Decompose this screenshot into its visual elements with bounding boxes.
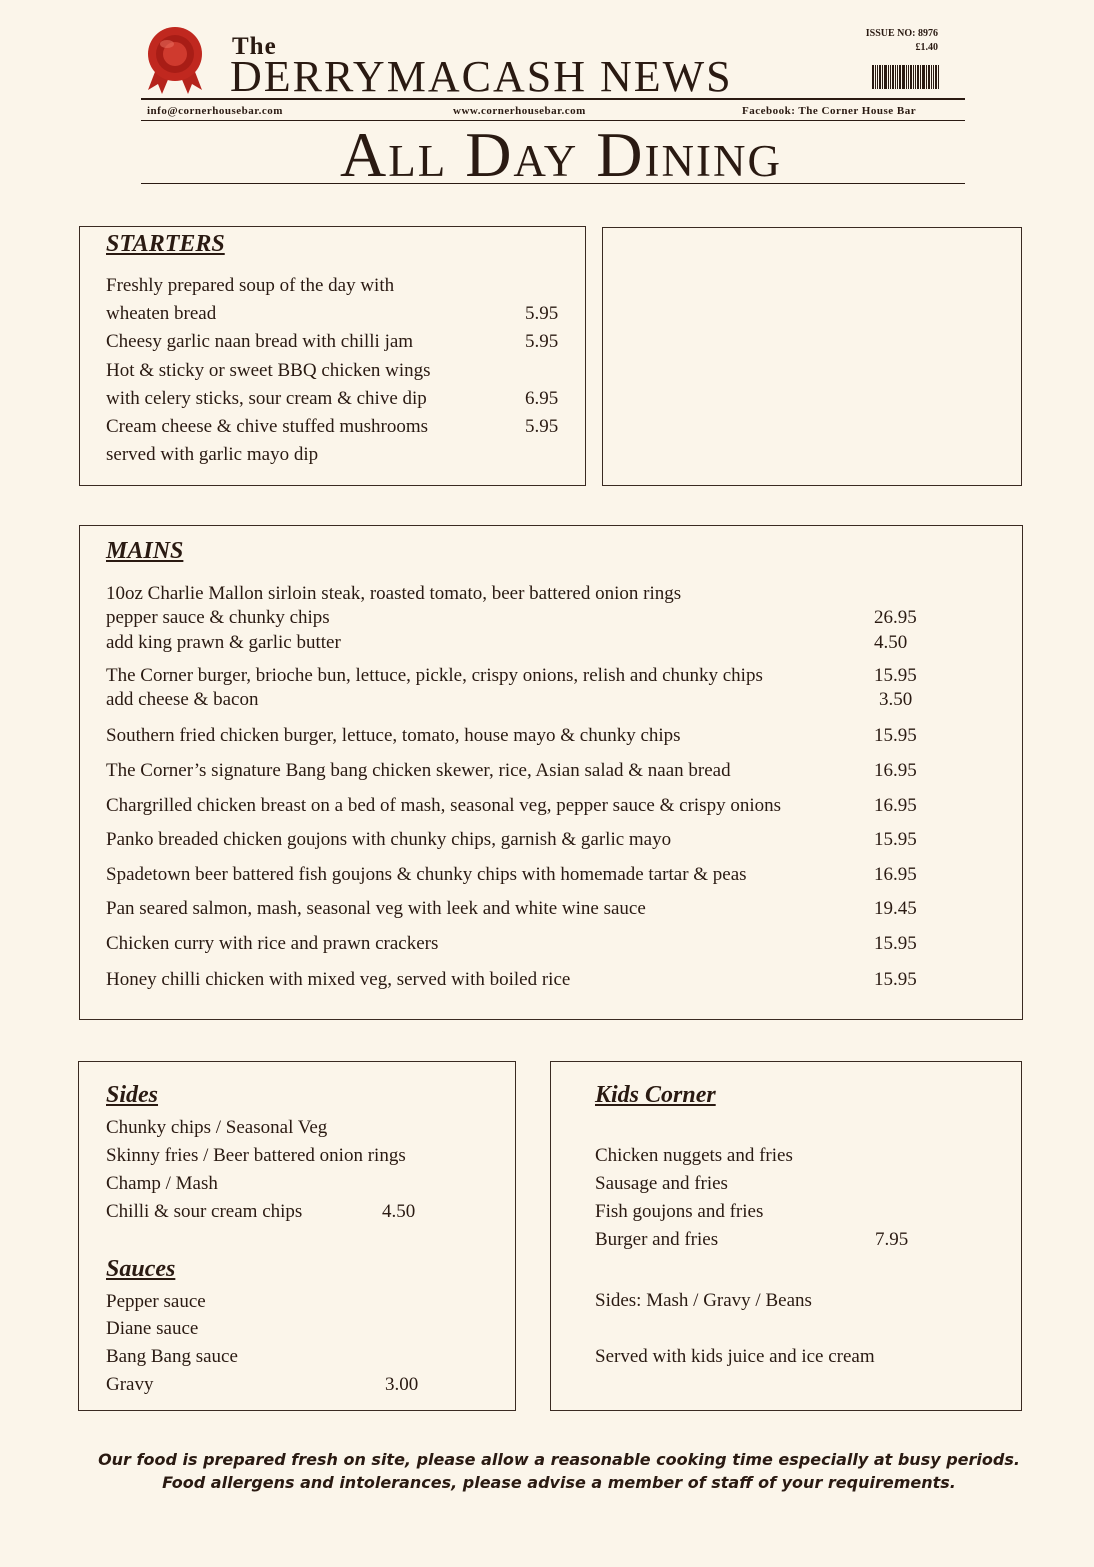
- mains-line: Honey chilli chicken with mixed veg, served with boiled rice: [106, 969, 571, 990]
- sides-line: Chilli & sour cream chips: [106, 1201, 303, 1222]
- kids-line: Burger and fries: [595, 1229, 719, 1250]
- sauces-line: Bang Bang sauce: [106, 1346, 238, 1367]
- kids-line: Chicken nuggets and fries: [595, 1145, 793, 1166]
- mains-price: 15.95: [874, 829, 917, 850]
- contact-email[interactable]: info@cornerhousebar.com: [147, 105, 283, 117]
- barcode-icon: [871, 64, 941, 90]
- mains-price: 15.95: [874, 725, 917, 746]
- contact-facebook[interactable]: Facebook: The Corner House Bar: [742, 105, 917, 117]
- sauces-line: Gravy: [106, 1374, 154, 1395]
- footer-note-fresh: Our food is prepared fresh on site, please allow a reasonable cooking time especially at busy periods.: [98, 1450, 1020, 1469]
- mains-price: 16.95: [874, 760, 917, 781]
- masthead-the: The: [232, 33, 277, 60]
- mains-price: 15.95: [874, 665, 917, 686]
- starters-line: Hot & sticky or sweet BBQ chicken wings: [106, 360, 431, 381]
- mains-line: Spadetown beer battered fish goujons & chunky chips with homemade tartar & peas: [106, 864, 747, 885]
- sauces-line: Diane sauce: [106, 1318, 199, 1339]
- mains-line: add king prawn & garlic butter: [106, 632, 341, 653]
- mains-price: 16.95: [874, 864, 917, 885]
- mains-price: 15.95: [874, 969, 917, 990]
- sides-title: Sides: [106, 1082, 159, 1108]
- mains-line: The Corner’s signature Bang bang chicken skewer, rice, Asian salad & naan bread: [106, 760, 731, 781]
- mains-title: MAINS: [106, 538, 184, 564]
- masthead-title: DERRYMACASH NEWS: [230, 52, 733, 101]
- page-title: All Day Dining: [340, 119, 782, 190]
- sides-line: Champ / Mash: [106, 1173, 218, 1194]
- starters-line: Cream cheese & chive stuffed mushrooms: [106, 416, 429, 437]
- sauces-line: Pepper sauce: [106, 1291, 206, 1312]
- starters-box: [79, 226, 586, 486]
- mains-line: Panko breaded chicken goujons with chunky chips, garnish & garlic mayo: [106, 829, 672, 850]
- issue-number: ISSUE NO: 8976: [865, 28, 938, 39]
- sides-box: [78, 1061, 516, 1411]
- mains-line: add cheese & bacon: [106, 689, 259, 710]
- mains-line: The Corner burger, brioche bun, lettuce, pickle, crispy onions, relish and chunky chips: [106, 665, 763, 686]
- kids-price: 7.95: [875, 1229, 909, 1250]
- starters-price: 5.95: [525, 331, 559, 352]
- sauces-title: Sauces: [106, 1256, 176, 1282]
- mains-line: 10oz Charlie Mallon sirloin steak, roasted tomato, beer battered onion rings: [106, 583, 682, 604]
- footer-note-allergens: Food allergens and intolerances, please advise a member of staff of your requirements.: [162, 1473, 956, 1492]
- sides-price: 4.50: [382, 1201, 416, 1222]
- mains-line: Chargrilled chicken breast on a bed of mash, seasonal veg, pepper sauce & crispy onions: [106, 795, 782, 816]
- mains-price: 3.50: [879, 689, 913, 710]
- starters-price: 5.95: [525, 303, 559, 324]
- sides-line: Skinny fries / Beer battered onion rings: [106, 1145, 406, 1166]
- starters-line: with celery sticks, sour cream & chive dip: [106, 388, 427, 409]
- mains-price: 26.95: [874, 607, 917, 628]
- wax-seal-logo: [140, 24, 210, 96]
- empty-panel: [602, 227, 1022, 486]
- mains-box: [79, 525, 1023, 1020]
- header-rule-bottom: [141, 183, 965, 184]
- kids-served: Served with kids juice and ice cream: [595, 1346, 875, 1367]
- mains-line: Southern fried chicken burger, lettuce, tomato, house mayo & chunky chips: [106, 725, 681, 746]
- starters-line: served with garlic mayo dip: [106, 444, 319, 465]
- mains-price: 19.45: [874, 898, 917, 919]
- mains-line: Chicken curry with rice and prawn crackers: [106, 933, 439, 954]
- mains-line: pepper sauce & chunky chips: [106, 607, 330, 628]
- kids-box: [550, 1061, 1022, 1411]
- starters-line: wheaten bread: [106, 303, 217, 324]
- contact-website[interactable]: www.cornerhousebar.com: [453, 105, 586, 117]
- kids-sides: Sides: Mash / Gravy / Beans: [595, 1290, 812, 1311]
- kids-title: Kids Corner: [595, 1082, 716, 1108]
- starters-price: 5.95: [525, 416, 559, 437]
- mains-line: Pan seared salmon, mash, seasonal veg with leek and white wine sauce: [106, 898, 646, 919]
- kids-line: Sausage and fries: [595, 1173, 728, 1194]
- sauces-price: 3.00: [385, 1374, 419, 1395]
- mains-price: 16.95: [874, 795, 917, 816]
- starters-price: 6.95: [525, 388, 559, 409]
- mains-price: 15.95: [874, 933, 917, 954]
- header-rule-top: [141, 98, 965, 100]
- issue-info: [866, 27, 938, 55]
- sides-line: Chunky chips / Seasonal Veg: [106, 1117, 328, 1138]
- issue-price: £1.40: [915, 42, 938, 53]
- mains-price: 4.50: [874, 632, 908, 653]
- starters-title: STARTERS: [106, 231, 225, 257]
- starters-line: Cheesy garlic naan bread with chilli jam: [106, 331, 414, 352]
- kids-line: Fish goujons and fries: [595, 1201, 764, 1222]
- starters-line: Freshly prepared soup of the day with: [106, 275, 395, 296]
